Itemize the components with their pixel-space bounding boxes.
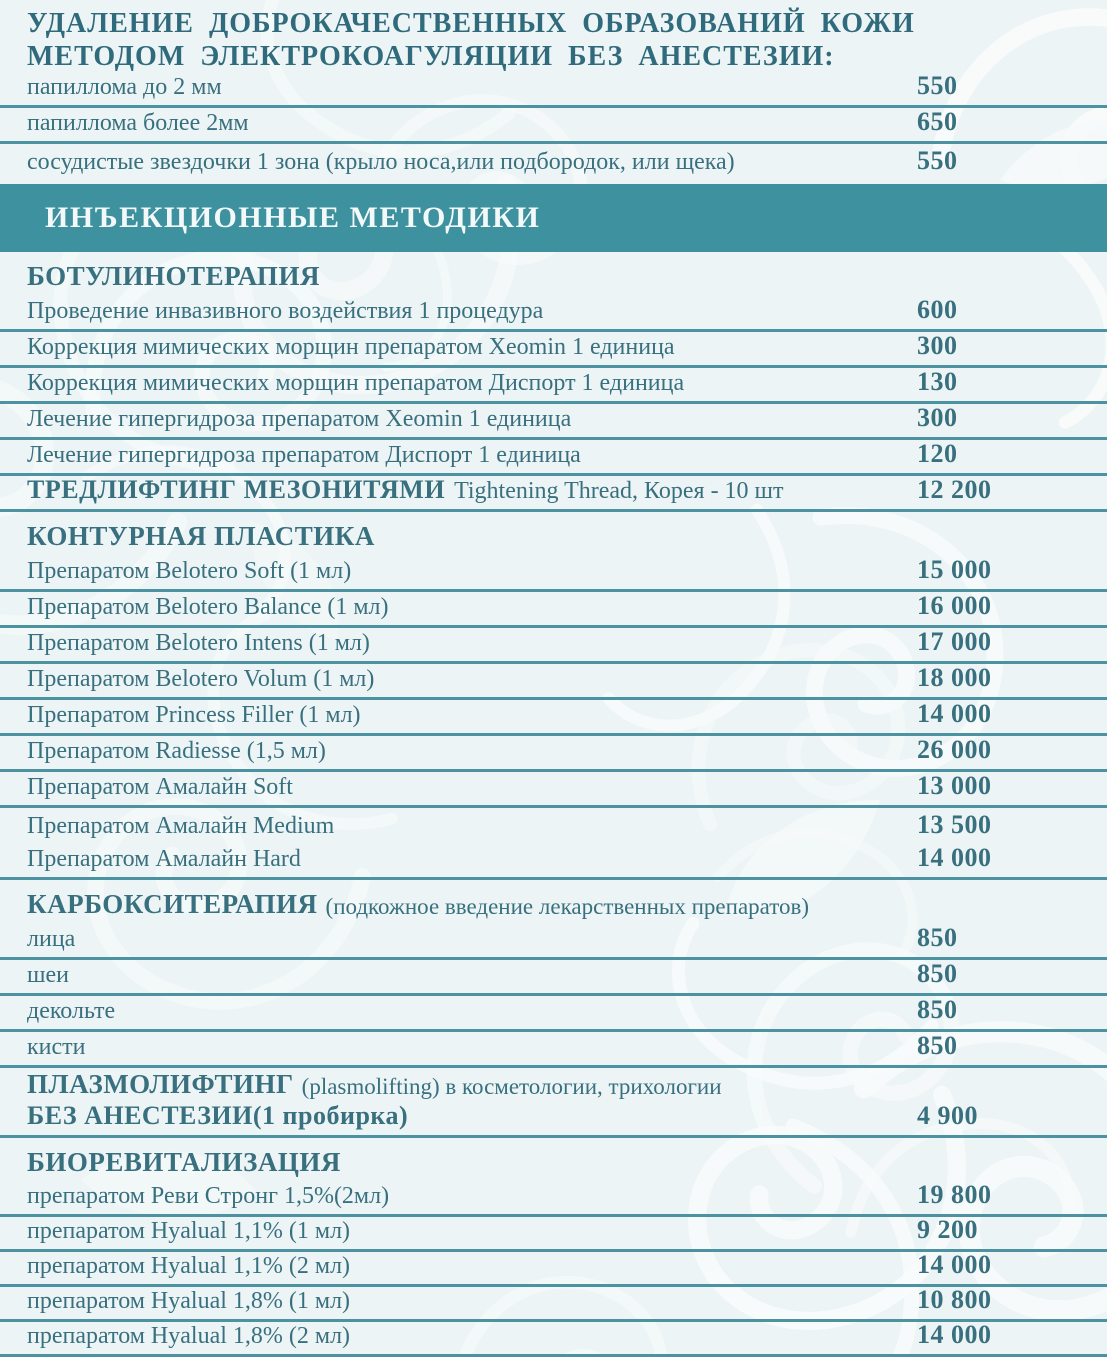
- section-header: [0, 1068, 1107, 1102]
- service-label-text: Препаратом Амалайн Soft: [27, 774, 293, 800]
- section-title: ПЛАЗМОЛИФТИНГ: [27, 1069, 294, 1099]
- service-label-strong: БЕЗ АНЕСТЕЗИИ(1 пробирка): [27, 1101, 409, 1130]
- price-row: [0, 1252, 1107, 1287]
- service-label: [0, 443, 581, 473]
- service-price: 850: [917, 1031, 958, 1060]
- service-label-text: препаратом Реви Стронг 1,5%(2мл): [27, 1183, 390, 1209]
- service-price: 17 000: [917, 627, 992, 656]
- service-label: [0, 111, 249, 141]
- service-label-text: препаратом Hyalual 1,1% (2 мл): [27, 1253, 351, 1279]
- service-label-strong: ТРЕДЛИФТИНГ МЕЗОНИТЯМИ: [27, 475, 446, 504]
- service-label-text: Препаратом Princess Filler (1 мл): [27, 702, 361, 728]
- service-price: 550: [917, 71, 958, 100]
- service-label: [0, 407, 571, 437]
- service-label-text: препаратом Hyalual 1,1% (1 мл): [27, 1218, 351, 1244]
- service-price: 300: [917, 331, 958, 360]
- service-price: 4 900: [917, 1101, 978, 1130]
- service-label: [0, 559, 351, 589]
- price-row: [0, 1287, 1107, 1322]
- section-note: (plasmolifting) в косметологии, трихологии: [301, 1074, 722, 1099]
- service-label: [0, 739, 326, 769]
- service-label: [0, 999, 115, 1029]
- price-row: [0, 404, 1107, 440]
- service-label-text: Лечение гипергидроза препаратом Диспорт 1 единица: [27, 442, 581, 468]
- price-row: [0, 772, 1107, 808]
- service-label: [0, 775, 293, 805]
- service-label-text: Препаратом Radiesse (1,5 мл): [27, 738, 326, 764]
- service-label: [0, 703, 361, 733]
- price-row: [0, 1032, 1107, 1068]
- service-label-text: кисти: [27, 1034, 86, 1060]
- page-title-line1: УДАЛЕНИЕ ДОБРОКАЧЕСТВЕННЫХ ОБРАЗОВАНИЙ КОЖИ: [27, 8, 915, 39]
- category-banner: [0, 184, 1107, 252]
- price-row: [0, 556, 1107, 592]
- service-price: 850: [917, 959, 958, 988]
- section-title: БИОРЕВИТАЛИЗАЦИЯ: [27, 1147, 341, 1177]
- service-label: [0, 1219, 350, 1249]
- service-label: [0, 477, 784, 509]
- service-price: 600: [917, 295, 958, 324]
- service-price: 850: [917, 995, 958, 1024]
- service-label-text: Tightening Thread, Корея - 10 шт: [454, 478, 784, 504]
- price-row: [0, 1322, 1107, 1357]
- price-list: [0, 72, 1107, 1357]
- price-row: [0, 844, 1107, 880]
- section-title: КАРБОКСИТЕРАПИЯ: [27, 889, 318, 919]
- service-price: 14 000: [917, 843, 992, 872]
- section-title: БОТУЛИНОТЕРАПИЯ: [27, 261, 320, 291]
- service-label: [0, 371, 684, 401]
- section-header: [0, 1138, 1107, 1182]
- price-row: [0, 592, 1107, 628]
- page-title-line2: МЕТОДОМ ЭЛЕКТРОКОАГУЛЯЦИИ БЕЗ АНЕСТЕЗИИ:: [27, 41, 835, 72]
- service-label-text: Препаратом Belotero Volum (1 мл): [27, 666, 375, 692]
- service-price: 14 000: [917, 1320, 992, 1349]
- price-row: [0, 72, 1107, 108]
- page-title: [0, 0, 1107, 72]
- service-price: 850: [917, 923, 958, 952]
- price-row: [0, 924, 1107, 960]
- service-label: [0, 75, 222, 105]
- service-label: [0, 299, 543, 329]
- service-label-text: декольте: [27, 998, 116, 1024]
- service-price: 14 000: [917, 1250, 992, 1279]
- service-label: [0, 1035, 86, 1065]
- service-label: [0, 150, 735, 180]
- service-label-text: Препаратом Belotero Balance (1 мл): [27, 594, 389, 620]
- service-price: 650: [917, 107, 958, 136]
- service-price: 15 000: [917, 555, 992, 584]
- service-label-text: Проведение инвазивного воздействия 1 процедура: [27, 298, 544, 324]
- service-price: 10 800: [917, 1285, 992, 1314]
- service-label: [0, 847, 301, 877]
- section-note: (подкожное введение лекарственных препаратов): [325, 894, 810, 919]
- service-label-text: сосудистые звездочки 1 зона (крыло носа,или подбородок, или щека): [27, 149, 735, 175]
- service-label: [0, 1103, 408, 1135]
- service-label-text: Препаратом Амалайн Hard: [27, 846, 301, 872]
- service-label: [0, 1254, 350, 1284]
- section-title: КОНТУРНАЯ ПЛАСТИКА: [27, 521, 375, 551]
- price-row: [0, 108, 1107, 144]
- service-label-text: Препаратом Belotero Intens (1 мл): [27, 630, 370, 656]
- service-label-text: Препаратом Амалайн Medium: [27, 813, 335, 839]
- price-row: [0, 700, 1107, 736]
- section-header: [0, 880, 1107, 924]
- service-price: 550: [917, 146, 958, 175]
- price-row: [0, 476, 1107, 512]
- price-row: [0, 332, 1107, 368]
- service-label-text: папиллома до 2 мм: [27, 74, 222, 100]
- price-row: [0, 440, 1107, 476]
- service-label-text: Препаратом Belotero Soft (1 мл): [27, 558, 352, 584]
- service-price: 13 500: [917, 810, 992, 839]
- service-label: [0, 814, 334, 844]
- service-label: [0, 595, 389, 625]
- price-row: [0, 808, 1107, 844]
- service-label: [0, 335, 675, 365]
- service-label: [0, 1184, 389, 1214]
- service-price: 13 000: [917, 771, 992, 800]
- category-banner-label: ИНЪЕКЦИОННЫЕ МЕТОДИКИ: [45, 201, 541, 234]
- price-row: [0, 736, 1107, 772]
- service-label-text: препаратом Hyalual 1,8% (1 мл): [27, 1288, 351, 1314]
- service-price: 300: [917, 403, 958, 432]
- service-price: 9 200: [917, 1215, 978, 1244]
- price-row: [0, 960, 1107, 996]
- service-price: 26 000: [917, 735, 992, 764]
- price-row: [0, 1217, 1107, 1252]
- service-price: 19 800: [917, 1180, 992, 1209]
- service-label: [0, 1324, 350, 1354]
- price-row: [0, 368, 1107, 404]
- service-label: [0, 667, 374, 697]
- service-price: 14 000: [917, 699, 992, 728]
- service-price: 130: [917, 367, 958, 396]
- service-label: [0, 963, 69, 993]
- price-row: [0, 296, 1107, 332]
- section-header: [0, 512, 1107, 556]
- price-row: [0, 664, 1107, 700]
- service-label-text: препаратом Hyalual 1,8% (2 мл): [27, 1323, 351, 1349]
- service-label-text: Коррекция мимических морщин препаратом Xeomin 1 единица: [27, 334, 675, 360]
- price-row: [0, 1182, 1107, 1217]
- section-header: [0, 252, 1107, 296]
- service-label: [0, 1289, 350, 1319]
- service-label-text: лица: [27, 926, 76, 952]
- service-label-text: шеи: [27, 962, 69, 988]
- price-row: [0, 1102, 1107, 1138]
- service-price: 12 200: [917, 475, 992, 504]
- service-label-text: Лечение гипергидроза препаратом Xeomin 1 единица: [27, 406, 572, 432]
- service-label: [0, 927, 75, 957]
- service-price: 16 000: [917, 591, 992, 620]
- price-row: [0, 144, 1107, 180]
- price-row: [0, 996, 1107, 1032]
- service-label: [0, 631, 370, 661]
- service-price: 120: [917, 439, 958, 468]
- service-price: 18 000: [917, 663, 992, 692]
- service-label-text: папиллома более 2мм: [27, 110, 249, 136]
- service-label-text: Коррекция мимических морщин препаратом Диспорт 1 единица: [27, 370, 685, 396]
- price-row: [0, 628, 1107, 664]
